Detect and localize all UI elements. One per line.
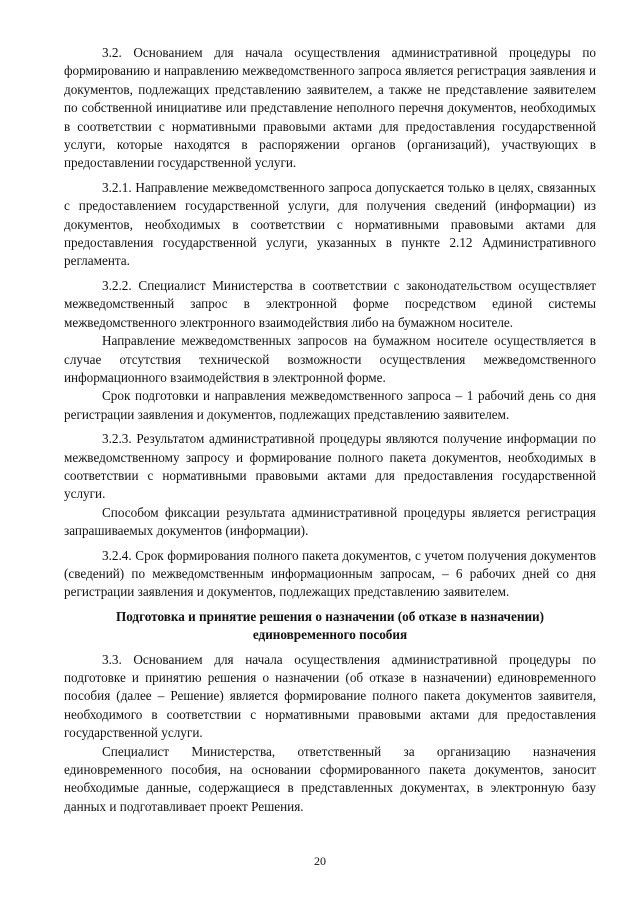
page-number: 20 xyxy=(314,854,326,868)
paragraph-3-2-3-fixation: Способом фиксации результата административной процедуры является регистрация запрашиваемых документов (информации). xyxy=(64,504,596,539)
section-heading-line-2: единовременного пособия xyxy=(252,627,408,643)
paragraph-3-3: 3.3. Основанием для начала осуществления административной процедуры по подготовке и принятию решения о назначении (об отказе в назначении) единовременного пособия (далее – Решение) является формирование полного пакета документов заявителя, необходимого в соответствии с нормативными правовыми актами для предоставления государственной услуги. xyxy=(64,651,596,741)
paragraph-3-2-2-paper-requests: Направление межведомственных запросов на бумажном носителе осуществляется в случае отсутствия технической возможности осуществления межведомственного информационного взаимодействия в электронной форме. xyxy=(64,333,596,385)
paragraph-3-2-3: 3.2.3. Результатом административной процедуры являются получение информации по межведомственному запросу и формирование полного пакета документов, необходимых в соответствии с нормативными правовыми актами для предоставления государственной услуги. xyxy=(64,431,596,502)
paragraph-3-2-2: 3.2.2. Специалист Министерства в соответствии с законодательством осуществляет межведомственный запрос в электронной форме посредством единой системы межведомственного электронного взаимодействия либо на бумажном носителе. xyxy=(64,277,596,330)
paragraph-3-3-specialist: Специалист Министерства, ответственный за организацию назначения единовременного пособия, на основании сформированного пакета документов, заносит необходимые данные, содержащиеся в представленных документах, в электронную базу данных и подготавливает проект Решения. xyxy=(64,743,596,814)
paragraph-3-2-1: 3.2.1. Направление межведомственного запроса допускается только в целях, связанных с предоставлением государственной услуги, для получения сведений (информации) из документов, необходимых в соответствии с нормативными правовыми актами для предоставления государственной услуги, указанных в пункте 2.12 Административного регламента. xyxy=(64,179,596,269)
section-heading-line-1: Подготовка и принятие решения о назначении (об отказе в назначении) xyxy=(115,608,545,624)
paragraph-3-2: 3.2. Основанием для начала осуществления административной процедуры по формированию и направлению межведомственного запроса является регистрация заявления и документов, подлежащих представлению заявителем, а также не представление заявителем по собственной инициативе или представление неполного перечня документов, необходимых в соответствии с нормативными правовыми актами для предоставления государственной услуги, которые находятся в распоряжении органов (организаций), участвующих в предоставлении государственной услуги. xyxy=(64,45,596,171)
paragraph-3-2-2-deadline: Срок подготовки и направления межведомственного запроса – 1 рабочий день со дня регистрации заявления и документов, подлежащих представлению заявителем. xyxy=(64,388,596,422)
paragraph-3-2-4: 3.2.4. Срок формирования полного пакета документов, с учетом получения документов (сведений) по межведомственным информационным запросам, – 6 рабочих дней со дня регистрации заявления и документов, подлежащих представлению заявителем. xyxy=(64,547,596,600)
section-heading xyxy=(64,608,596,645)
